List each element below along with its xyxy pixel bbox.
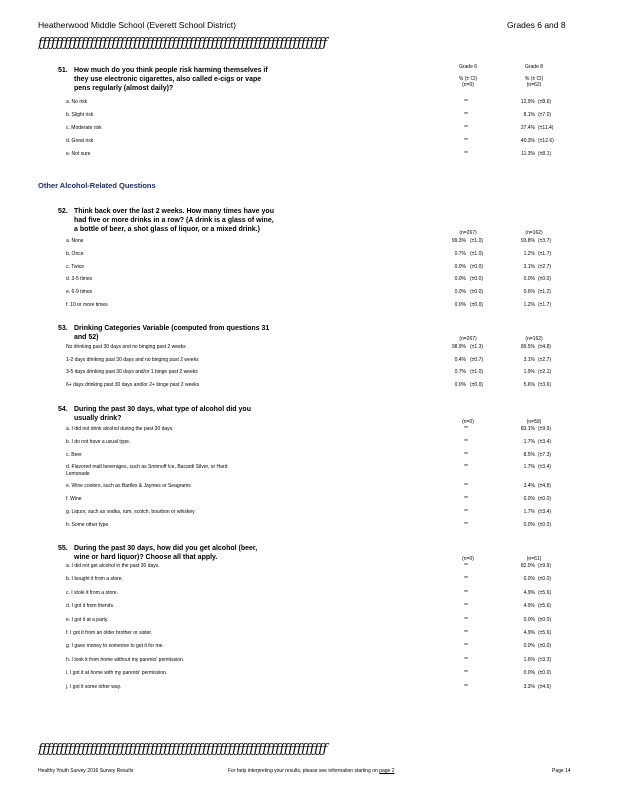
- grade6-value: **: [464, 483, 468, 490]
- grade8-ci: (±3.6): [538, 382, 552, 389]
- option-label: e. Wine coolers, such as Bartles & Jaymes or Seagrams: [66, 483, 191, 490]
- grade8-ci: (±7.0): [538, 112, 552, 118]
- grade8-value: 1.2%: [523, 301, 535, 308]
- grade8-value: 1.2%: [523, 250, 535, 257]
- grade6-value: **: [464, 125, 468, 131]
- grade8-value: 1.9%: [523, 369, 535, 376]
- q55-title-line-1: During the past 30 days, how did you get alcohol (beer,: [74, 545, 258, 552]
- q52-title-line-1: Think back over the last 2 weeks. How many times have you: [74, 208, 274, 215]
- footer-divider: ƒƒƒƒƒƒƒƒƒƒƒƒƒƒƒƒƒƒƒƒƒƒƒƒƒƒƒƒƒƒƒƒƒƒƒƒƒƒƒƒƒƒƒƒƒƒƒƒƒƒƒƒƒƒƒƒƒƒƒƒƒƒƒƒƒƒƒ: [38, 742, 327, 757]
- grade8-ci: (±3.3): [538, 656, 552, 663]
- option-label: d. Great risk: [66, 138, 94, 144]
- grade6-value: **: [464, 643, 468, 650]
- grade8-ci: (±2.7): [538, 263, 552, 270]
- grade6-value: **: [464, 464, 468, 471]
- grade8-value: 4.9%: [523, 589, 535, 596]
- option-label: h. Some other type: [66, 521, 109, 528]
- grade6-value: **: [464, 603, 468, 610]
- option-label: f. 10 or more times: [66, 301, 108, 308]
- grade8-value: 0.6%: [523, 289, 535, 296]
- grade8-ci: (±2.1): [538, 369, 552, 376]
- grade8-ci: (±0.0): [538, 276, 552, 283]
- grade8-ci: (±4.6): [538, 683, 552, 690]
- grade6-value: 98.9%: [451, 344, 466, 350]
- grade6-value: **: [464, 656, 468, 663]
- grade8-ci: (±1.7): [538, 301, 552, 308]
- grade8-ci: (±7.3): [538, 451, 552, 458]
- grade6-column-header: [448, 64, 488, 88]
- footer-page-link[interactable]: page 2: [379, 768, 395, 774]
- q52-title-line-3: a bottle of beer, a shot glass of liquor, or a mixed drink.): [74, 226, 260, 233]
- grade6-value: 0.7%: [454, 369, 466, 376]
- grade6-value: **: [464, 670, 468, 677]
- grade8-value: 82.0%: [520, 563, 535, 569]
- footer-help-text: [228, 768, 395, 774]
- q55-title-line-2: wine or hard liquor)? Choose all that apply.: [74, 554, 218, 561]
- grade8-ci: (±3.7): [538, 238, 552, 244]
- grade8-ci: (±1.2): [538, 289, 552, 296]
- grade8-ci: (±12.6): [538, 138, 554, 144]
- grade6-ci: (±0.0): [470, 263, 484, 270]
- q52-title: [58, 207, 274, 234]
- grade6-ci: (±1.0): [470, 238, 484, 244]
- grade8-value: 1.6%: [523, 656, 535, 663]
- grade8-ci: (±9.9): [538, 426, 552, 432]
- grade8-label: Grade 8: [524, 64, 544, 70]
- option-label: c. Beer: [66, 451, 82, 458]
- q53-title-line-2: and 52): [74, 334, 99, 341]
- option-label: d. 3-5 times: [66, 276, 93, 283]
- grade8-column-header: [514, 64, 554, 88]
- option-label: f. I got it from an older brother or sister.: [66, 629, 153, 636]
- grade6-pct-label: % (± CI): [458, 76, 478, 82]
- grade6-ci: (±0.7): [470, 356, 484, 363]
- grade6-label: Grade 6: [458, 64, 478, 70]
- grade8-ci: (±0.0): [538, 496, 552, 503]
- grade6-value: **: [464, 616, 468, 623]
- grade6-value: **: [464, 151, 468, 157]
- grade6-value: **: [464, 99, 468, 105]
- grade8-value: 89.5%: [520, 344, 535, 350]
- grade8-value: 0.0%: [523, 670, 535, 677]
- grade6-value: **: [464, 451, 468, 458]
- grade8-value: 4.9%: [523, 629, 535, 636]
- grade8-value: 8.1%: [523, 112, 535, 118]
- q51-title-line-3: pens regularly (almost daily)?: [74, 85, 174, 92]
- q54-title-line-1: During the past 30 days, what type of alcohol did you: [74, 406, 251, 413]
- grade8-ci: (±0.0): [538, 521, 552, 528]
- grade8-ci: (±5.6): [538, 603, 552, 610]
- q52-title-line-2: had five or more drinks in a row? (A drink is a glass of wine,: [74, 217, 274, 224]
- q55-grade6-n: (n=0): [462, 556, 474, 562]
- q53-title: [58, 324, 269, 342]
- q53-number: 53.: [58, 325, 68, 332]
- option-label: No drinking past 30 days and no binging past 2 weeks: [66, 344, 186, 350]
- option-label: g. Liquor, such as vodka, rum, scotch, bourbon or whiskey: [66, 508, 195, 515]
- grade8-ci: (±3.4): [538, 438, 552, 445]
- grade6-ci: (±0.0): [470, 301, 484, 308]
- q54-grade6-n: (n=0): [462, 419, 474, 425]
- grade6-value: **: [464, 629, 468, 636]
- grade6-value: **: [464, 521, 468, 528]
- q54-title-line-2: usually drink?: [74, 415, 122, 422]
- grade6-value: **: [464, 426, 468, 432]
- grade8-value: 4.9%: [523, 603, 535, 610]
- q51-number: 51.: [58, 67, 68, 74]
- grade6-value: **: [464, 438, 468, 445]
- grade8-ci: (±1.7): [538, 250, 552, 257]
- grade6-ci: (±1.0): [470, 369, 484, 376]
- grade6-value: 0.0%: [454, 263, 466, 270]
- q54-grade8-n: (n=59): [526, 419, 542, 425]
- grade8-ci: (±4.8): [538, 483, 552, 490]
- q52-grade6-n: (n=267): [459, 230, 477, 236]
- grade6-value: **: [464, 508, 468, 515]
- option-label: d. I got it from friends.: [66, 603, 115, 610]
- grade6-value: **: [464, 576, 468, 583]
- option-label: e. 6-9 times: [66, 289, 93, 296]
- option-label: e. I got it at a party.: [66, 616, 109, 623]
- grade8-ci: (±4.8): [538, 344, 552, 350]
- option-label: d. Flavored malt beverages, such as Smirnoff Ice, Bacardi Silver, or Hard: [66, 464, 228, 471]
- grades-label: Grades 6 and 8: [507, 20, 566, 30]
- q52-number: 52.: [58, 208, 68, 215]
- grade8-value: 83.1%: [520, 426, 535, 432]
- grade8-ci: (±8.6): [538, 99, 552, 105]
- q55-number: 55.: [58, 545, 68, 552]
- grade8-ci: (±3.4): [538, 508, 552, 515]
- q51-grade8-n: (n=62): [526, 82, 542, 88]
- option-label: b. Slight risk: [66, 112, 94, 118]
- grade8-value: 1.7%: [523, 438, 535, 445]
- q52-grade8-n: (n=162): [525, 230, 543, 236]
- grade8-value: 0.0%: [523, 643, 535, 650]
- grade6-value: 0.0%: [454, 289, 466, 296]
- q51-title-line-1: How much do you think people risk harming themselves if: [74, 67, 268, 74]
- q53-grade8-n: (n=162): [525, 336, 543, 342]
- grade8-value: 5.6%: [523, 382, 535, 389]
- grade6-value: 0.0%: [454, 301, 466, 308]
- option-label: b. Once: [66, 250, 84, 257]
- grade8-ci: (±0.0): [538, 576, 552, 583]
- grade6-value: 0.4%: [454, 356, 466, 363]
- grade8-ci: (±11.4): [538, 125, 554, 131]
- grade8-value: 3.1%: [523, 263, 535, 270]
- q55-title: [58, 544, 257, 562]
- option-label: h. I took it from home without my parents' permission.: [66, 656, 185, 663]
- q51-title-line-2: they use electronic cigarettes, also called e-cigs or vape: [74, 76, 262, 83]
- grade8-ci: (±8.1): [538, 151, 552, 157]
- q53-title-line-1: Drinking Categories Variable (computed from questions 31: [74, 325, 270, 332]
- grade6-value: 99.3%: [451, 238, 466, 244]
- option-label: i. I got it at home with my parents' permission.: [66, 670, 168, 677]
- option-label: 6+ days drinking past 30 days and/or 2+ binge past 2 weeks: [66, 382, 200, 389]
- option-label: g. I gave money to someone to get it for me.: [66, 643, 164, 650]
- footer-survey-name: Healthy Youth Survey 2016 Survey Results: [38, 768, 134, 774]
- grade6-ci: (±1.0): [470, 250, 484, 257]
- option-label-continued: Lemonade: [66, 471, 90, 478]
- grade8-value: 3.1%: [523, 356, 535, 363]
- grade6-value: 0.0%: [454, 276, 466, 283]
- grade8-value: 1.7%: [523, 508, 535, 515]
- q54-title: [58, 405, 251, 423]
- grade8-ci: (±5.6): [538, 629, 552, 636]
- grade8-ci: (±0.0): [538, 643, 552, 650]
- q55-grade8-n: (n=61): [526, 556, 542, 562]
- grade6-value: **: [464, 138, 468, 144]
- option-label: 3-5 days drinking past 30 days and/or 1 binge past 2 weeks: [66, 369, 198, 376]
- grade8-ci: (±3.4): [538, 464, 552, 471]
- q53-grade6-n: (n=267): [459, 336, 477, 342]
- grade8-value: 27.4%: [520, 125, 535, 131]
- option-label: c. I stole it from a store.: [66, 589, 118, 596]
- grade8-value: 3.4%: [523, 483, 535, 490]
- grade8-value: 3.3%: [523, 683, 535, 690]
- grade6-value: 0.0%: [454, 382, 466, 389]
- grade8-value: 0.0%: [523, 576, 535, 583]
- grade8-ci: (±0.0): [538, 616, 552, 623]
- option-label: f. Wine: [66, 496, 82, 503]
- grade8-value: 93.8%: [520, 238, 535, 244]
- footer-help-message: For help interpreting your results, please see information starting on: [228, 768, 378, 774]
- grade8-value: 0.0%: [523, 496, 535, 503]
- grade6-value: **: [464, 496, 468, 503]
- option-label: a. No risk: [66, 99, 88, 105]
- grade8-ci: (±5.6): [538, 589, 552, 596]
- option-label: e. Not sure: [66, 151, 91, 157]
- school-name: Heatherwood Middle School (Everett School District): [38, 20, 236, 30]
- option-label: 1-2 days drinking past 30 days and no binging past 2 weeks: [66, 356, 199, 363]
- option-label: a. I did not drink alcohol during the past 30 days.: [66, 426, 174, 432]
- grade6-value: **: [464, 112, 468, 118]
- grade8-value: 11.3%: [521, 151, 535, 157]
- option-label: a. None: [66, 238, 84, 244]
- grade8-value: 0.0%: [523, 521, 535, 528]
- q51-grade6-n: (n=0): [462, 82, 474, 88]
- option-label: c. Moderate risk: [66, 125, 102, 131]
- grade8-value: 40.3%: [520, 138, 535, 144]
- grade8-ci: (±9.9): [538, 563, 552, 569]
- option-label: c. Twice: [66, 263, 84, 270]
- grade6-value: 0.7%: [454, 250, 466, 257]
- grade6-ci: (±1.3): [470, 344, 484, 350]
- q54-number: 54.: [58, 406, 68, 413]
- grade6-value: **: [464, 589, 468, 596]
- grade8-ci: (±0.0): [538, 670, 552, 677]
- grade8-pct-label: % (± CI): [524, 76, 544, 82]
- grade8-value: 0.0%: [523, 276, 535, 283]
- grade8-value: 8.5%: [523, 451, 535, 458]
- page-number: Page 14: [552, 768, 571, 774]
- option-label: b. I bought it from a store.: [66, 576, 123, 583]
- option-label: b. I do not have a usual type.: [66, 438, 131, 445]
- grade8-value: 12.9%: [520, 99, 535, 105]
- q51-title: [58, 66, 268, 93]
- grade6-value: **: [464, 683, 468, 690]
- header-divider: ƒƒƒƒƒƒƒƒƒƒƒƒƒƒƒƒƒƒƒƒƒƒƒƒƒƒƒƒƒƒƒƒƒƒƒƒƒƒƒƒƒƒƒƒƒƒƒƒƒƒƒƒƒƒƒƒƒƒƒƒƒƒƒƒƒƒƒ: [38, 36, 327, 51]
- section-title: Other Alcohol-Related Questions: [38, 181, 156, 190]
- grade6-ci: (±0.0): [470, 289, 484, 296]
- grade6-ci: (±0.0): [470, 382, 484, 389]
- grade8-ci: (±2.7): [538, 356, 552, 363]
- grade6-value: **: [464, 563, 468, 569]
- grade8-value: 0.0%: [523, 616, 535, 623]
- option-label: j. I got it some other way.: [66, 683, 122, 690]
- option-label: a. I did not get alcohol in the past 30 days.: [66, 563, 160, 569]
- grade8-value: 1.7%: [523, 464, 535, 471]
- grade6-ci: (±0.0): [470, 276, 484, 283]
